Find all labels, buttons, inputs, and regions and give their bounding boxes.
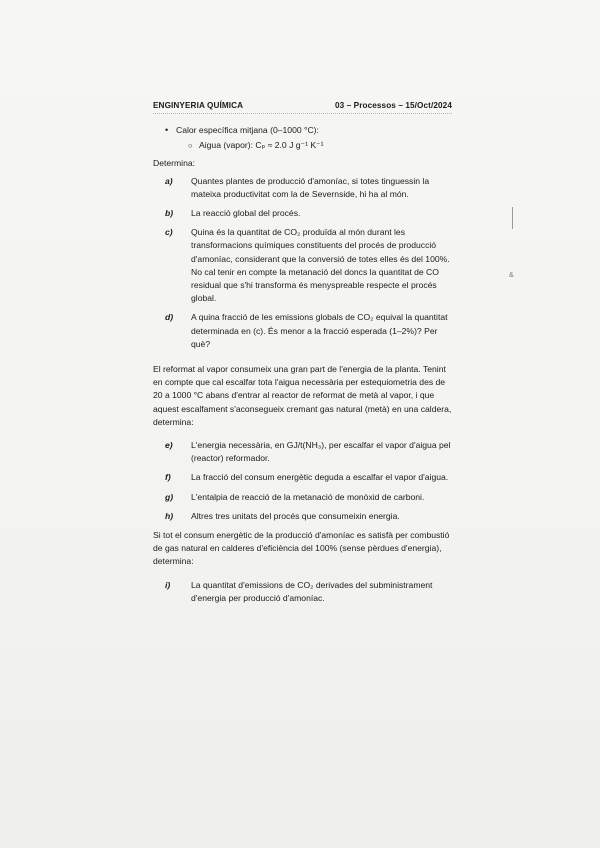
question-text: L'energia necessària, en GJ/t(NH₃), per escalfar el vapor d'aigua pel (reactor) reformador. (191, 440, 451, 464)
page-header (153, 101, 452, 114)
header-session: 03 – Processos – 15/Oct/2024 (334, 101, 452, 110)
question-text: La fracció del consum energètic deguda a escalfar el vapor d'aigua. (191, 472, 449, 483)
question-label: e) (165, 440, 173, 451)
question-item (165, 439, 453, 465)
question-list-2 (153, 439, 453, 523)
question-item (165, 579, 453, 605)
question-text: La quantitat d'emissions de CO₂ derivades del subministrament d'energia per producció d'amoníac. (191, 579, 433, 603)
question-label: h) (165, 510, 174, 521)
question-text: A quina fracció de les emissions globals de CO₂ equival la quantitat determinada en (c). És menor a la fracció esperada (1–2%)? Per què? (191, 312, 448, 349)
question-label: d) (165, 312, 174, 323)
determina-heading: Determina: (153, 158, 196, 169)
question-item (165, 226, 453, 305)
question-item (165, 311, 453, 351)
paragraph-reformat: El reformat al vapor consumeix una gran part de l'energia de la planta. Tenint en compte que cal escalfar tota l'aigua necessària per estequiometria des de 20 a 1000 °C abans d'entrar al reactor de reformat de metà al vapor, i que aquest escalfament s'aconsegueix cremant gas natural (metà) en una caldera, determina: (153, 364, 452, 427)
sub-bullet-item (188, 139, 453, 152)
question-item (165, 471, 453, 484)
header-course: ENGINYERIA QUÍMICA (153, 101, 244, 110)
question-text: Quina és la quantitat de CO₂ produïda al món durant les transformacions químiques constituents del procés de producció d'amoníac, considerant que la conversió de totes elles és del 100%. No cal tenir en compte la metanació del doncs la quantitat de CO residual que s'hi transforma és menyspreable respecte el procés global. (191, 227, 450, 304)
margin-pen-mark (512, 207, 513, 229)
bullet-text: Calor específica mitjana (0–1000 °C): (176, 125, 319, 135)
question-text: Quantes plantes de producció d'amoníac, si totes tinguessin la mateixa productivitat com la de Severnside, hi ha al món. (191, 175, 430, 199)
question-text: Altres tres unitats del procés que consumeixin energia. (191, 510, 400, 521)
question-item (165, 491, 453, 504)
question-label: g) (165, 491, 174, 502)
margin-glyph: & (509, 272, 514, 279)
question-label: i) (165, 579, 171, 590)
document-body (153, 124, 453, 611)
question-text: L'entalpia de reacció de la metanació de monòxid de carboni. (191, 491, 425, 502)
question-list-3 (153, 579, 453, 605)
paragraph-combustio: Si tot el consum energètic de la producció d'amoníac es satisfà per combustió de gas natural en calderes d'eficiència del 100% (sense pèrdues d'energia), determina: (153, 530, 450, 567)
question-text: La reacció global del procés. (191, 208, 301, 219)
question-label: f) (165, 472, 171, 483)
bullet-item (165, 124, 453, 137)
question-item (165, 510, 453, 523)
question-item (165, 207, 453, 220)
sub-bullet-text: Aigua (vapor): Cₚ ≈ 2.0 J g⁻¹ K⁻¹ (199, 140, 324, 151)
bullet-icon: • (165, 125, 169, 135)
question-label: a) (165, 175, 173, 186)
question-item (165, 175, 453, 201)
question-list-1 (153, 175, 453, 351)
circle-bullet-icon: ○ (188, 141, 193, 151)
question-label: b) (165, 208, 174, 219)
question-label: c) (165, 227, 173, 238)
